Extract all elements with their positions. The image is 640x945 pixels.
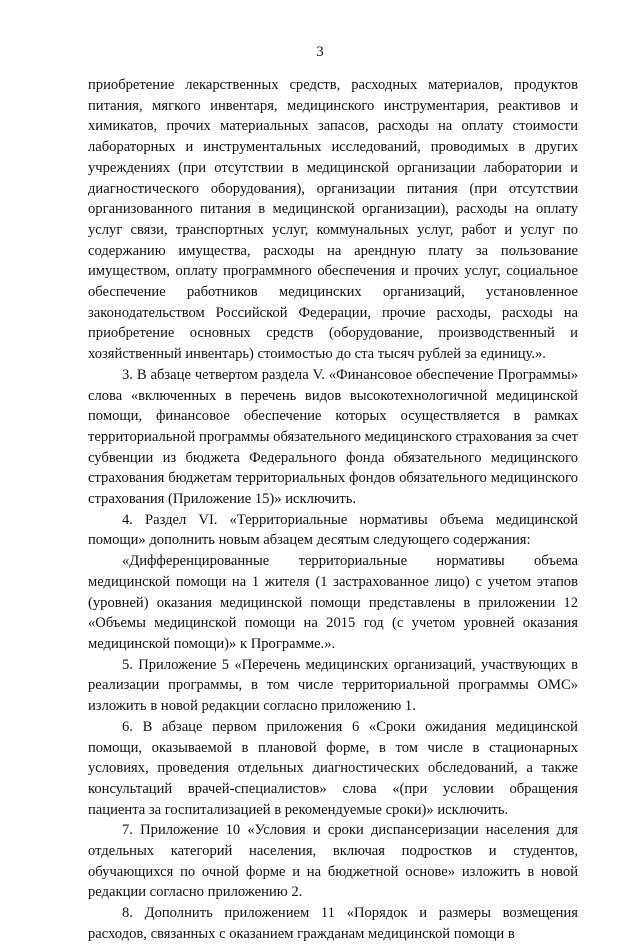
paragraph-item-5: 5. Приложение 5 «Перечень медицинских организаций, участвующих в реализации программы, в том числе территориальной программы ОМС» изложить в новой редакции согласно приложению 1. — [88, 656, 578, 715]
paragraph-item-4: 4. Раздел VI. «Территориальные нормативы объема медицинской помощи» дополнить новым абзацем десятым следующего содержания: — [88, 511, 578, 549]
document-body — [88, 75, 578, 945]
paragraph-item-3: 3. В абзаце четвертом раздела V. «Финансовое обеспечение Программы» слова «включенных в перечень видов высокотехнологичной медицинской помощи, финансовое обеспечение которых осуществляется в рамках территориальной программы обязательного медицинского страхования за счет субвенции из бюджета Федерального фонда обязательного медицинского страхования бюджетам территориальных фондов обязательного медицинского страхования (Приложение 15)» исключить. — [88, 366, 578, 508]
paragraph-quoted-text: «Дифференцированные территориальные нормативы объема медицинской помощи на 1 жителя (1 застрахованное лицо) с учетом этапов (уровней) оказания медицинской помощи представлены в приложении 12 «Объемы медицинской помощи на 2015 год (с учетом уровней оказания медицинской помощи)» к Программе.». — [88, 553, 578, 652]
paragraph-item-7: 7. Приложение 10 «Условия и сроки диспансеризации населения для отдельных категорий населения, включая подростков и студентов, обучающихся по очной форме и на бюджетной основе» изложить в новой редакции согласно приложению 2. — [88, 822, 578, 901]
page-number: 3 — [316, 44, 324, 60]
paragraph-continuation: приобретение лекарственных средств, расходных материалов, продуктов питания, мягкого инвентаря, медицинского инструментария, реактивов и химикатов, прочих материальных запасов, расходы на оплату стоимости лабораторных и инструментальных исследований, проводимых в других учреждениях (при отсутствии в медицинской организации лаборатории и диагностического оборудования), организации питания (при отсутствии организованного питания в медицинской организации), расходы на оплату услуг связи, транспортных услуг, коммунальных услуг, работ и услуг по содержанию имущества, расходы на арендную плату за пользование имуществом, оплату программного обеспечения и прочих услуг, социальное обеспечение работников медицинских организаций, установленное законодательством Российской Федерации, прочие расходы, расходы на приобретение основных средств (оборудование, производственный и хозяйственный инвентарь) стоимостью до ста тысяч рублей за единицу.». — [88, 77, 578, 363]
paragraph-item-8: 8. Дополнить приложением 11 «Порядок и размеры возмещения расходов, связанных с оказанием гражданам медицинской помощи в — [88, 905, 578, 942]
paragraph-item-6: 6. В абзаце первом приложения 6 «Сроки ожидания медицинской помощи, оказываемой в плановой форме, в том числе в стационарных условиях, проведения отдельных диагностических обследований, а также консультаций врачей-специалистов» слова «(при условии обращения пациента за госпитализацией в рекомендуемые сроки)» исключить. — [88, 718, 578, 818]
